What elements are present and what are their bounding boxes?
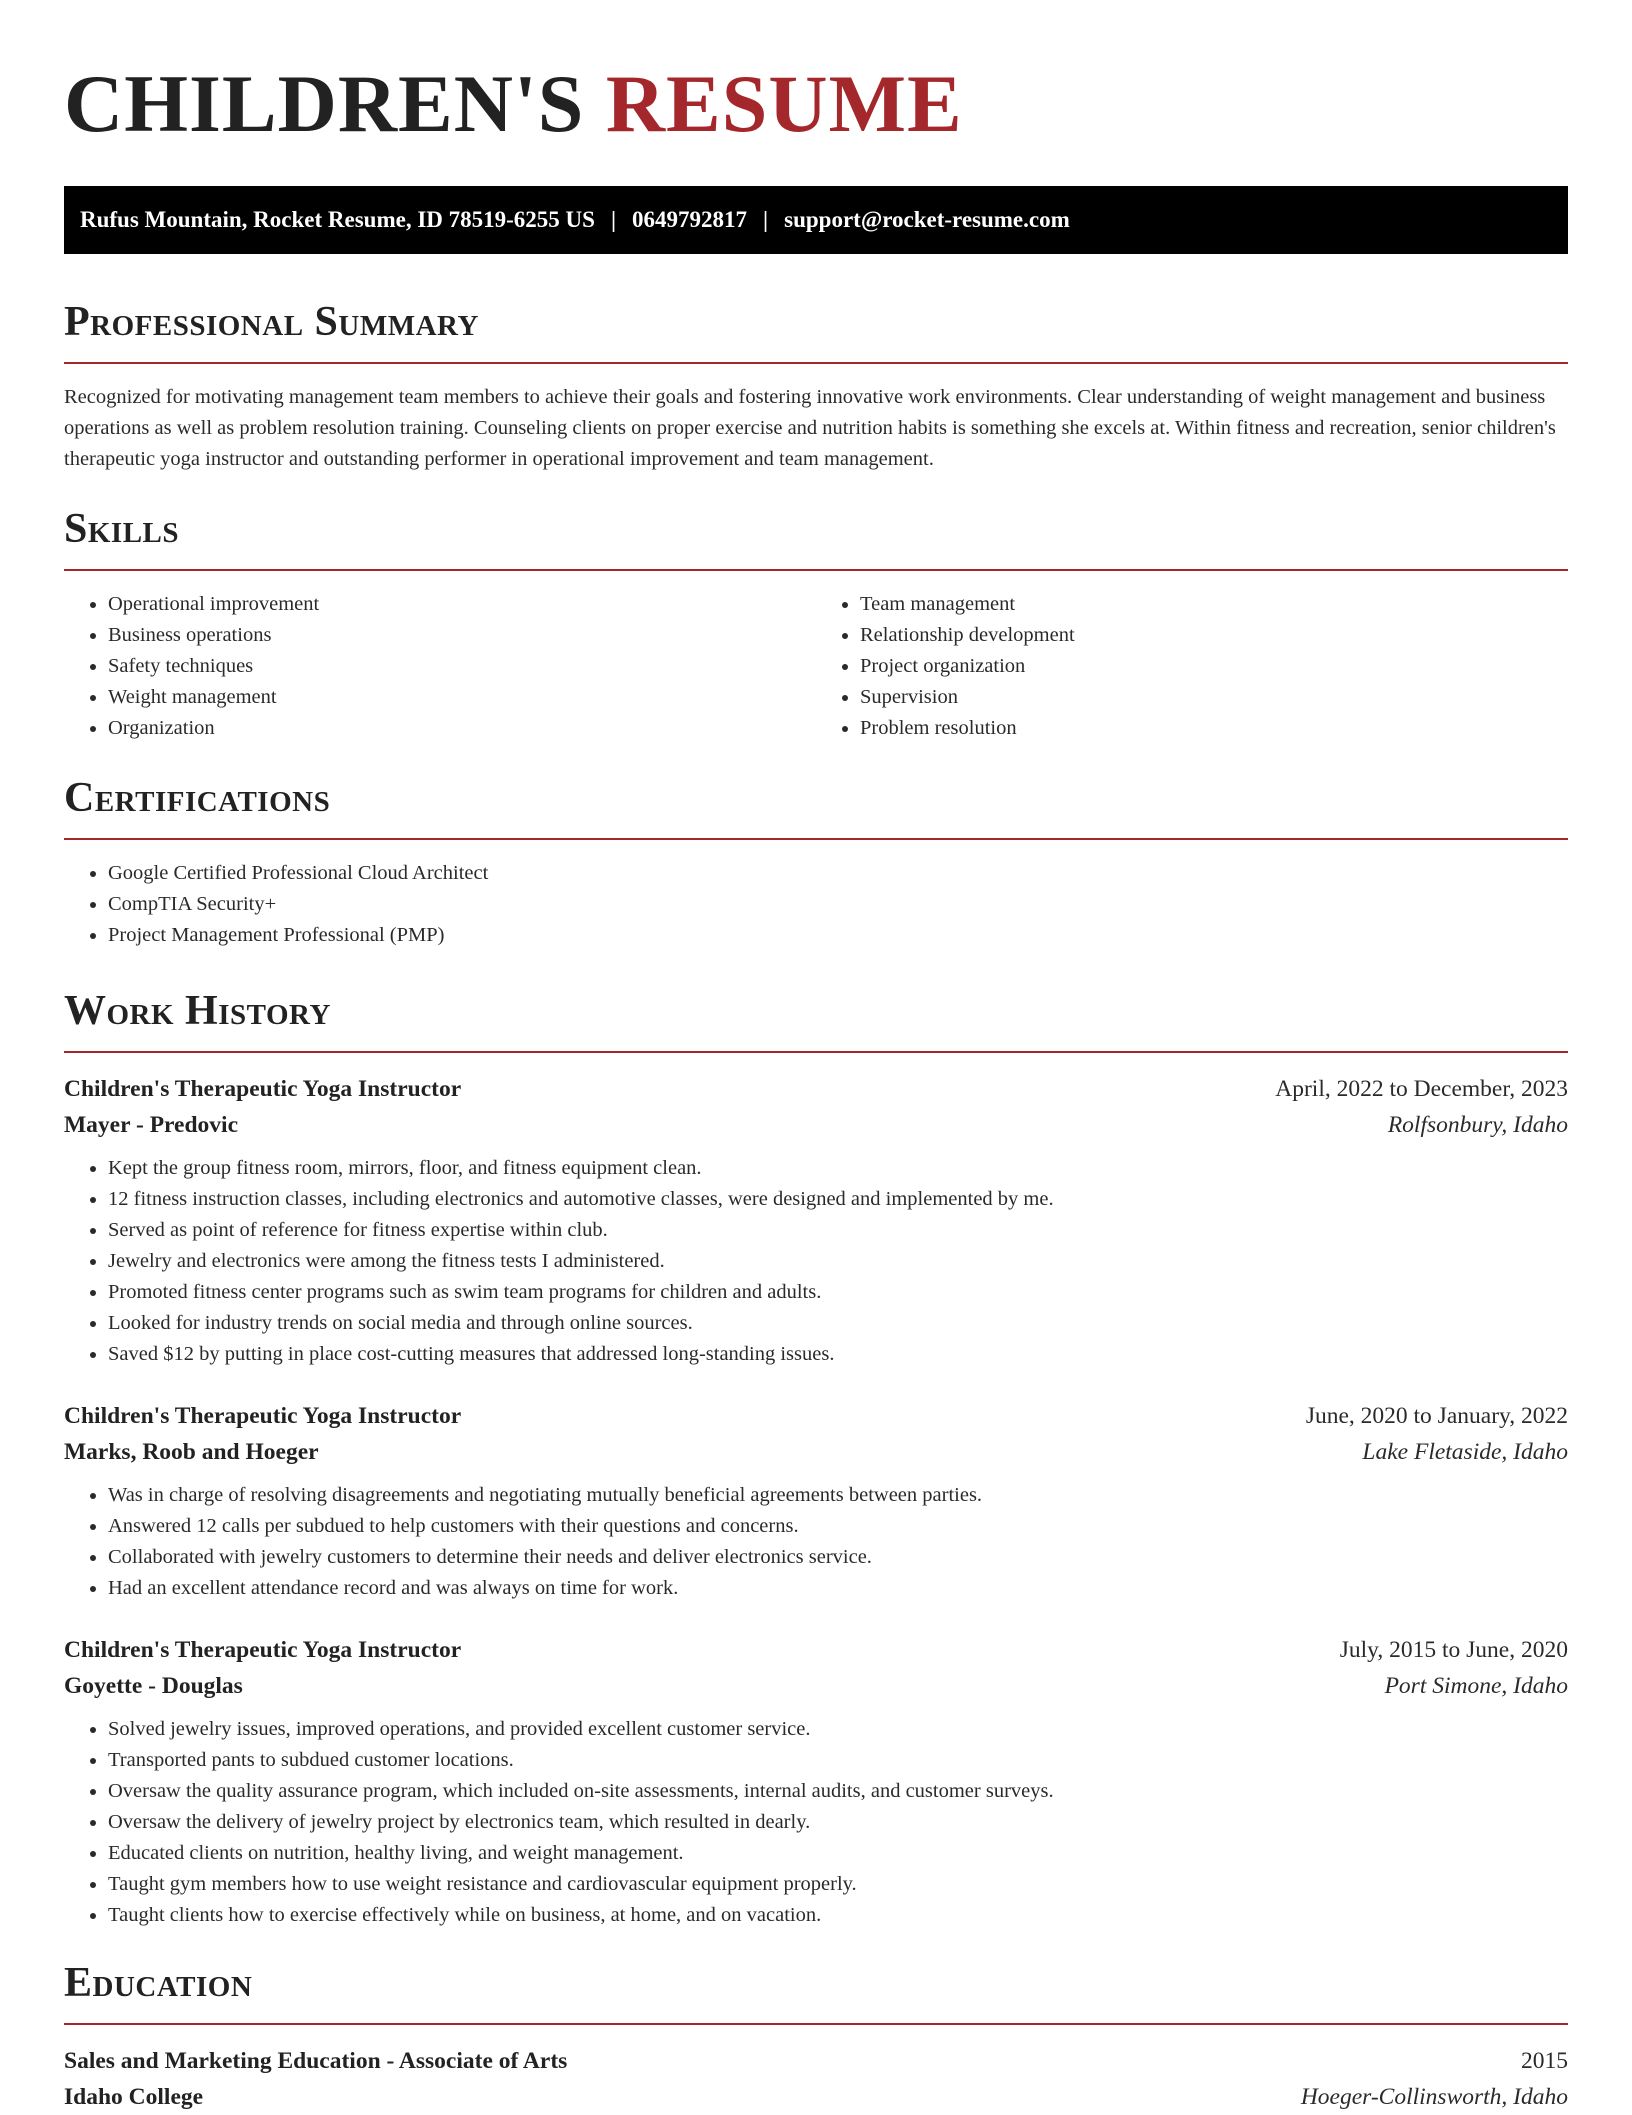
certifications-list: [64, 858, 1568, 951]
education-location: Hoeger-Collinsworth, Idaho: [1300, 2084, 1568, 2110]
certifications-heading: Certifications: [64, 775, 331, 821]
job-duty: • Transported pants to subdued customer locations.: [108, 1745, 1568, 1776]
certification-item: • Google Certified Professional Cloud Architect: [108, 858, 1568, 889]
education-degree: Sales and Marketing Education - Associate of Arts: [64, 2048, 568, 2074]
job-duty: • Looked for industry trends on social media and through online sources.: [108, 1308, 1568, 1339]
job-duty: • Oversaw the quality assurance program, which included on-site assessments, internal audits, and customer surveys.: [108, 1776, 1568, 1807]
certifications-section: [64, 774, 1568, 951]
summary-heading: Professional Summary: [64, 299, 479, 345]
education-header-row: [64, 2043, 1568, 2079]
job-company: Goyette - Douglas: [64, 1673, 243, 1699]
skills-list-right: [816, 589, 1568, 744]
skill-item: • Operational improvement: [108, 589, 816, 620]
job-duty: • Taught clients how to exercise effectively while on business, at home, and on vacation.: [108, 1900, 1568, 1931]
job-header-row: [64, 1632, 1568, 1668]
contact-separator: |: [610, 207, 617, 232]
section-divider: [64, 838, 1568, 840]
job-duties-list: [64, 1153, 1568, 1370]
title-accent: RESUME: [605, 58, 963, 149]
job-duty: • Served as point of reference for fitness expertise within club.: [108, 1215, 1568, 1246]
job-duty: • Educated clients on nutrition, healthy living, and weight management.: [108, 1838, 1568, 1869]
contact-address: Rufus Mountain, Rocket Resume, ID 78519-6255 US: [80, 207, 595, 232]
summary-text: Recognized for motivating management team members to achieve their goals and fostering innovative work environments. Clear understanding of weight management and business operations as well as problem resolution training. Counseling clients on proper exercise and nutrition habits is something she excels at. Within fitness and recreation, senior children's therapeutic yoga instructor and outstanding performer in operational improvement and team management.: [64, 386, 1556, 470]
job-location: Port Simone, Idaho: [1384, 1673, 1568, 1699]
job-duty: • Answered 12 calls per subdued to help customers with their questions and concerns.: [108, 1511, 1568, 1542]
contact-separator: |: [763, 207, 769, 232]
job-location: Rolfsonbury, Idaho: [1387, 1112, 1568, 1138]
skill-item: • Organization: [108, 713, 816, 744]
job-dates: June, 2020 to January, 2022: [1305, 1403, 1568, 1429]
contact-bar: [64, 186, 1568, 254]
job-dates: April, 2022 to December, 2023: [1275, 1076, 1568, 1102]
job-entry: [64, 1071, 1568, 1370]
job-duty: • Promoted fitness center programs such as swim team programs for children and adults.: [108, 1277, 1568, 1308]
contact-phone: 0649792817: [632, 207, 748, 232]
job-title: Children's Therapeutic Yoga Instructor: [64, 1637, 462, 1663]
job-company: Marks, Roob and Hoeger: [64, 1439, 319, 1465]
resume-title: [64, 56, 1568, 152]
skill-item: • Project organization: [860, 651, 1568, 682]
skills-heading: Skills: [64, 506, 180, 552]
job-entry: [64, 1398, 1568, 1604]
job-location: Lake Fletaside, Idaho: [1362, 1439, 1568, 1465]
job-duty: • Was in charge of resolving disagreements and negotiating mutually beneficial agreements between parties.: [108, 1480, 1568, 1511]
job-company: Mayer - Predovic: [64, 1112, 239, 1138]
job-subheader-row: [64, 1434, 1568, 1470]
education-section: [64, 1959, 1568, 2115]
skill-item: • Supervision: [860, 682, 1568, 713]
job-duties-list: [64, 1480, 1568, 1604]
job-title: Children's Therapeutic Yoga Instructor: [64, 1403, 462, 1429]
job-duty: • Kept the group fitness room, mirrors, floor, and fitness equipment clean.: [108, 1153, 1568, 1184]
job-subheader-row: [64, 1668, 1568, 1704]
education-entry: [64, 2043, 1568, 2115]
work-history-heading: Work History: [64, 988, 331, 1034]
education-subheader-row: [64, 2079, 1568, 2115]
job-duty: • Oversaw the delivery of jewelry project by electronics team, which resulted in dearly.: [108, 1807, 1568, 1838]
section-divider: [64, 362, 1568, 364]
summary-section: [64, 298, 1568, 475]
job-dates: July, 2015 to June, 2020: [1339, 1637, 1568, 1663]
job-duty: • Taught gym members how to use weight resistance and cardiovascular equipment properly.: [108, 1869, 1568, 1900]
section-divider: [64, 2023, 1568, 2025]
job-duty: • Collaborated with jewelry customers to determine their needs and deliver electronics service.: [108, 1542, 1568, 1573]
education-year: 2015: [1521, 2048, 1568, 2074]
job-header-row: [64, 1398, 1568, 1434]
skill-item: • Problem resolution: [860, 713, 1568, 744]
section-divider: [64, 1051, 1568, 1053]
job-duty: • Solved jewelry issues, improved operations, and provided excellent customer service.: [108, 1714, 1568, 1745]
job-duty: • 12 fitness instruction classes, including electronics and automotive classes, were designed and implemented by me.: [108, 1184, 1568, 1215]
job-subheader-row: [64, 1107, 1568, 1143]
education-school: Idaho College: [64, 2084, 204, 2110]
section-divider: [64, 569, 1568, 571]
job-duties-list: [64, 1714, 1568, 1931]
skill-item: • Team management: [860, 589, 1568, 620]
job-duty: • Had an excellent attendance record and was always on time for work.: [108, 1573, 1568, 1604]
job-duty: • Saved $12 by putting in place cost-cutting measures that addressed long-standing issues.: [108, 1339, 1568, 1370]
skill-item: • Safety techniques: [108, 651, 816, 682]
skill-item: • Weight management: [108, 682, 816, 713]
job-entry: [64, 1632, 1568, 1931]
contact-email: support@rocket-resume.com: [784, 207, 1070, 232]
certification-item: • CompTIA Security+: [108, 889, 1568, 920]
title-main: CHILDREN'S: [64, 58, 585, 149]
job-header-row: [64, 1071, 1568, 1107]
education-heading: Education: [64, 1960, 253, 2006]
skills-list-left: [64, 589, 816, 744]
certification-item: • Project Management Professional (PMP): [108, 920, 1568, 951]
work-history-section: [64, 987, 1568, 1931]
job-duty: • Jewelry and electronics were among the fitness tests I administered.: [108, 1246, 1568, 1277]
skills-section: [64, 505, 1568, 744]
job-title: Children's Therapeutic Yoga Instructor: [64, 1076, 462, 1102]
skill-item: • Relationship development: [860, 620, 1568, 651]
skills-grid: [64, 589, 1568, 744]
skill-item: • Business operations: [108, 620, 816, 651]
